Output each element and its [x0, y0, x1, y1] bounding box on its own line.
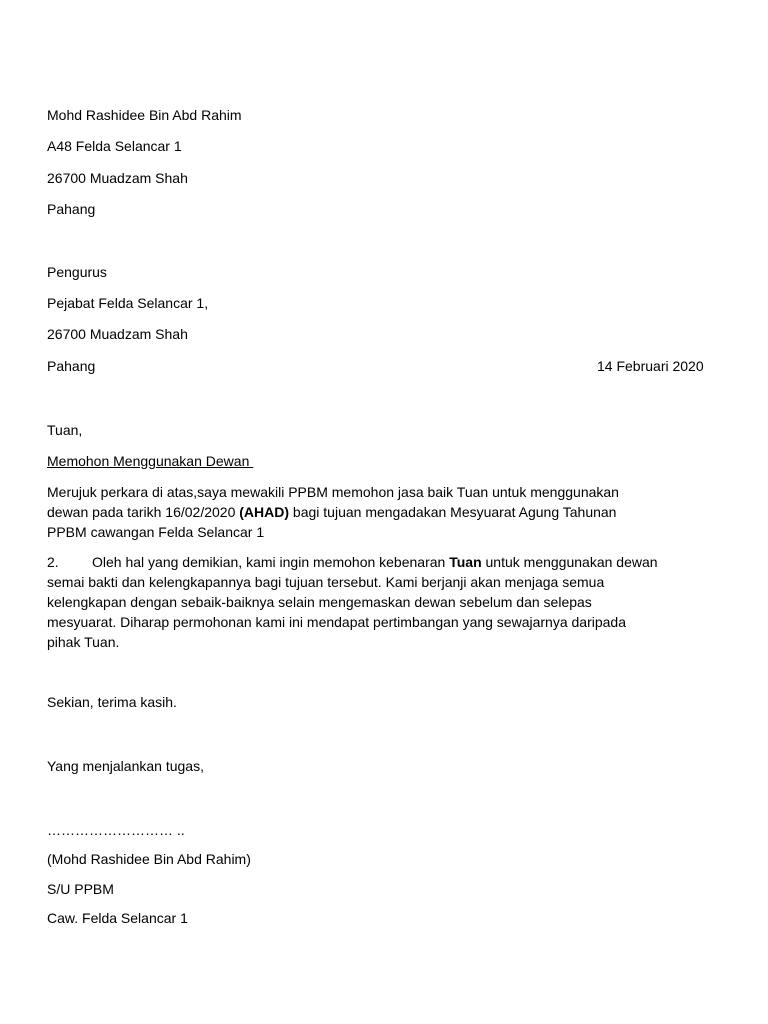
salutation: Tuan, [47, 422, 83, 438]
paragraph-2-line-1-rest: untuk menggunakan dewan [481, 554, 658, 570]
paragraph-2-line-4: mesyuarat. Diharap permohonan kami ini mendapat pertimbangan yang sewajarnya daripada [47, 614, 627, 630]
day-emphasis: (AHAD) [239, 504, 290, 520]
signatory-name: (Mohd Rashidee Bin Abd Rahim) [47, 851, 251, 867]
paragraph-2-line-3: kelengkapan dengan sebaik-baiknya selain mengemaskan dewan sebelum dan selepas [47, 594, 592, 610]
paragraph-1-line-3: PPBM cawangan Felda Selancar 1 [47, 524, 265, 540]
recipient-office: Pejabat Felda Selancar 1, [47, 295, 209, 311]
tuan-emphasis: Tuan [449, 554, 482, 570]
paragraph-1 [47, 482, 737, 542]
signatory-position: S/U PPBM [47, 881, 114, 897]
recipient-address: 26700 Muadzam Shah [47, 326, 188, 342]
paragraph-1-line-2-text: dewan pada tarikh 16/02/2020 [47, 504, 240, 520]
paragraph-2-line-1-text: Oleh hal yang demikian, kami ingin memohon kebenaran [92, 554, 450, 570]
signoff: Yang menjalankan tugas, [47, 758, 204, 774]
paragraph-1-line-2 [47, 502, 737, 522]
sender-name: Mohd Rashidee Bin Abd Rahim [47, 107, 242, 123]
paragraph-2-line-2: semai bakti dan kelengkapannya bagi tujuan tersebut. Kami berjanji akan menjaga semua [47, 574, 605, 590]
sender-state: Pahang [47, 201, 96, 217]
paragraph-number: 2. [47, 554, 59, 570]
paragraph-2-line-1 [47, 552, 737, 572]
paragraph-2 [47, 552, 737, 652]
subject-line: Memohon Menggunakan Dewan [47, 453, 254, 469]
signature-line: ……………………… .. [47, 822, 185, 838]
recipient-title: Pengurus [47, 264, 107, 280]
paragraph-1-line-1: Merujuk perkara di atas,saya mewakili PPBM memohon jasa baik Tuan untuk menggunakan [47, 484, 619, 500]
sender-address-line-2: 26700 Muadzam Shah [47, 170, 188, 186]
closing: Sekian, terima kasih. [47, 694, 177, 710]
recipient-state: Pahang [47, 358, 96, 374]
signatory-branch: Caw. Felda Selancar 1 [47, 910, 188, 926]
paragraph-2-line-5: pihak Tuan. [47, 634, 120, 650]
paragraph-1-line-2-rest: bagi tujuan mengadakan Mesyuarat Agung Tahunan [289, 504, 617, 520]
sender-address-line-1: A48 Felda Selancar 1 [47, 138, 182, 154]
letter-date: 14 Februari 2020 [597, 358, 704, 374]
